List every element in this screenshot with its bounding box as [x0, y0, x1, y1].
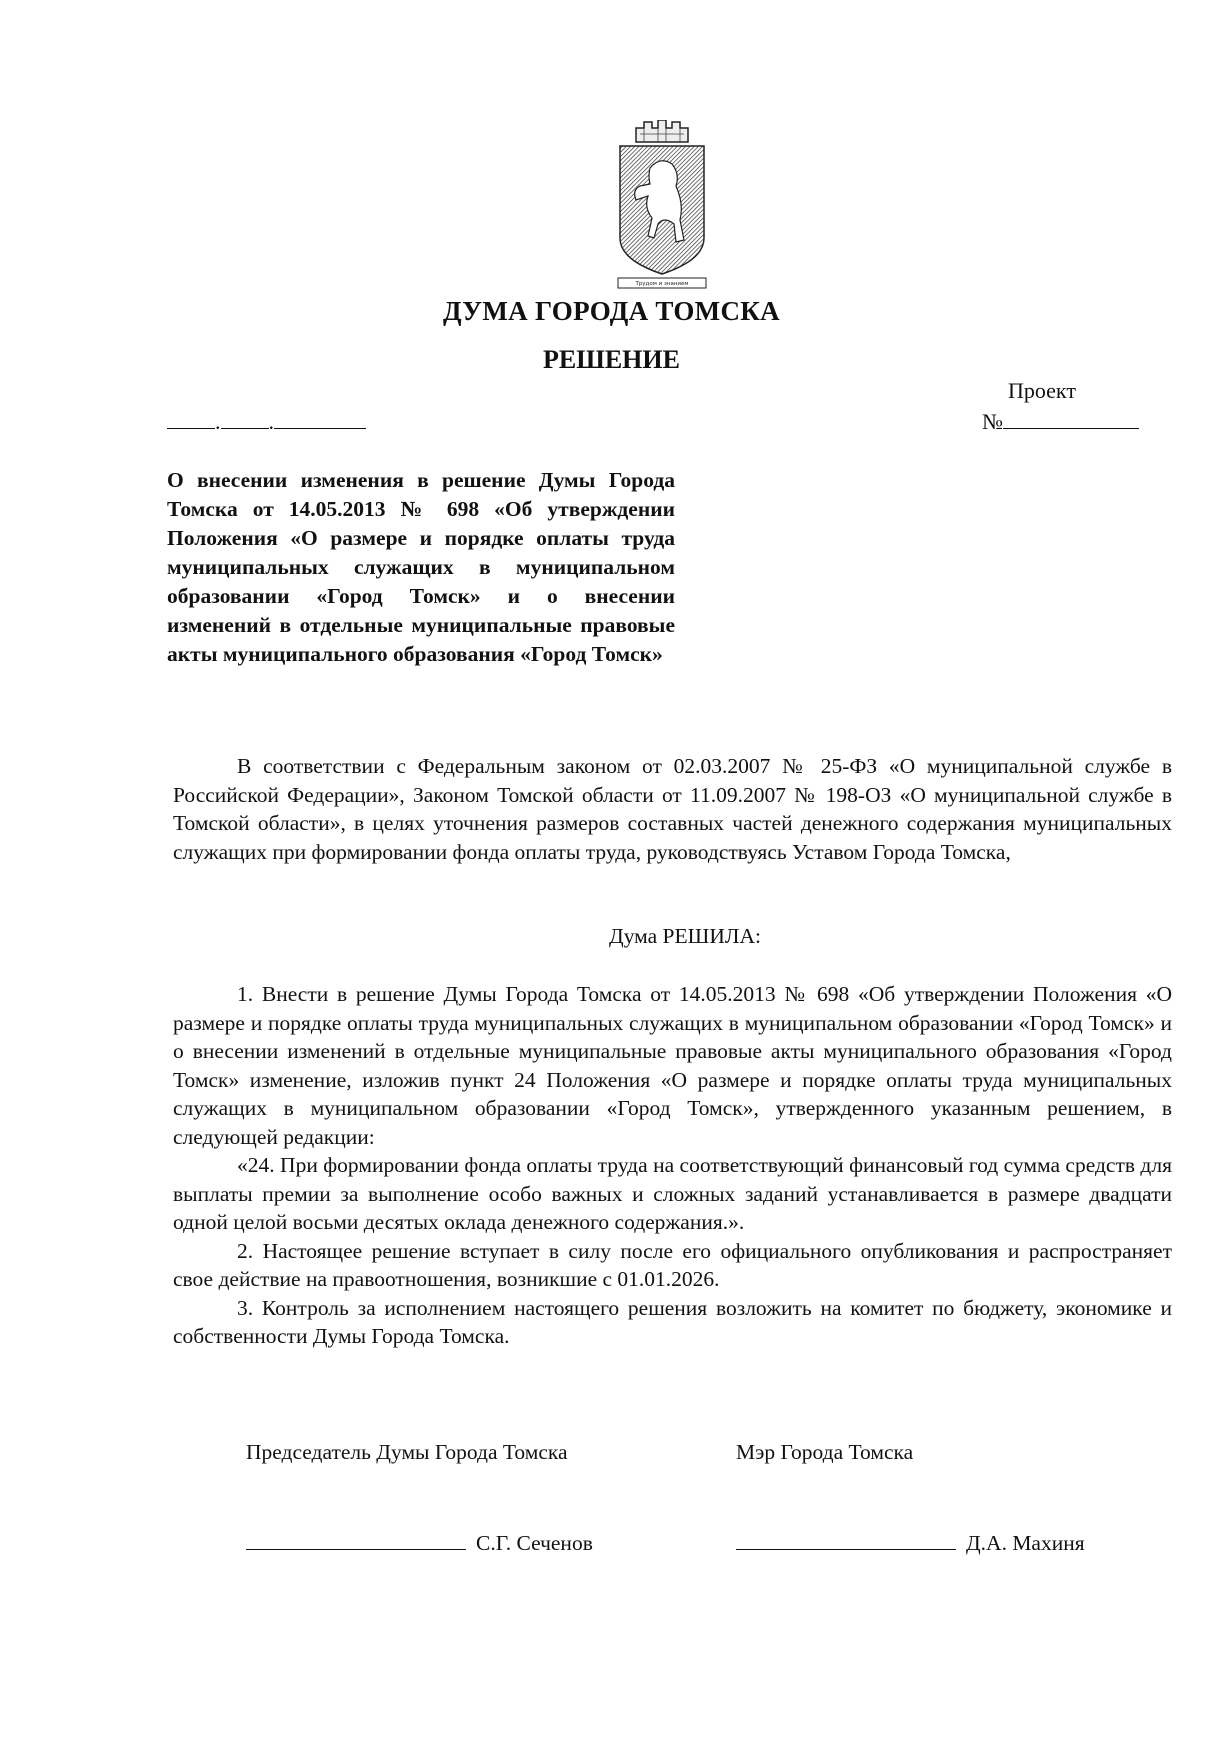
chairman-position: Председатель Думы Города Томска: [246, 1440, 568, 1464]
chairman-signature: [246, 1529, 593, 1556]
mayor-position: Мэр Города Томска: [736, 1440, 914, 1464]
number-blank-line: [1003, 408, 1139, 429]
item-2: 2. Настоящее решение вступает в силу после его официального опубликования и распространяет свое действие на правоотношения, возникшие с 01.01.2026.: [173, 1238, 1172, 1291]
date-separator: .: [215, 409, 221, 434]
organization-heading: ДУМА ГОРОДА ТОМСКА: [443, 296, 780, 326]
mayor-name: Д.А. Махиня: [966, 1531, 1085, 1555]
document-number-field: [982, 408, 1139, 435]
document-type-heading: РЕШЕНИЕ: [543, 345, 680, 374]
crest-motto: Трудом и знанием: [635, 281, 689, 287]
date-field: [167, 408, 366, 435]
decision-items: [173, 980, 1172, 1351]
decided-heading: Дума РЕШИЛА:: [609, 924, 761, 948]
draft-label: Проект: [1008, 378, 1076, 403]
signature-line: [736, 1529, 956, 1550]
month-blank-line: [221, 408, 269, 429]
coat-of-arms-logo: [614, 120, 710, 292]
item-1-quote: «24. При формировании фонда оплаты труда на соответствующий финансовый год сумма средств для выплаты премии за выполнение особо важных и сложных заданий устанавливается в размере двадцати одной целой восьми десятых оклада денежного содержания.».: [173, 1153, 1172, 1234]
date-separator: .: [268, 409, 274, 434]
item-3: 3. Контроль за исполнением настоящего решения возложить на комитет по бюджету, экономике и собственности Думы Города Томска.: [173, 1295, 1172, 1348]
signature-line: [246, 1529, 466, 1550]
preamble-text: В соответствии с Федеральным законом от 02.03.2007 № 25-ФЗ «О муниципальной службе в Российской Федерации», Законом Томской области от 11.09.2007 № 198-ОЗ «О муниципальной службе в Томской области», в целях уточнения размеров составных частей денежного содержания муниципальных служащих при формировании фонда оплаты труда, руководствуясь Уставом Города Томска,: [173, 754, 1172, 864]
mayor-signature: [736, 1529, 1085, 1556]
year-blank-line: [274, 408, 366, 429]
chairman-name: С.Г. Сеченов: [476, 1531, 593, 1555]
number-label: №: [982, 409, 1003, 434]
day-blank-line: [167, 408, 215, 429]
preamble: [173, 752, 1172, 866]
decision-title: О внесении изменения в решение Думы Города Томска от 14.05.2013 № 698 «Об утверждении Положения «О размере и порядке оплаты труда муниципальных служащих в муниципальном образовании «Город Томск» и о внесении изменений в отдельные муниципальные правовые акты муниципального образования «Город Томск»: [167, 468, 675, 666]
item-1: 1. Внести в решение Думы Города Томска от 14.05.2013 № 698 «Об утверждении Положения «О размере и порядке оплаты труда муниципальных служащих в муниципальном образовании «Город Томск» и о внесении изменений в отдельные муниципальные правовые акты муниципального образования «Город Томск» изменение, изложив пункт 24 Положения «О размере и порядке оплаты труда муниципальных служащих в муниципальном образовании «Город Томск», утвержденного указанным решением, в следующей редакции:: [173, 982, 1172, 1149]
